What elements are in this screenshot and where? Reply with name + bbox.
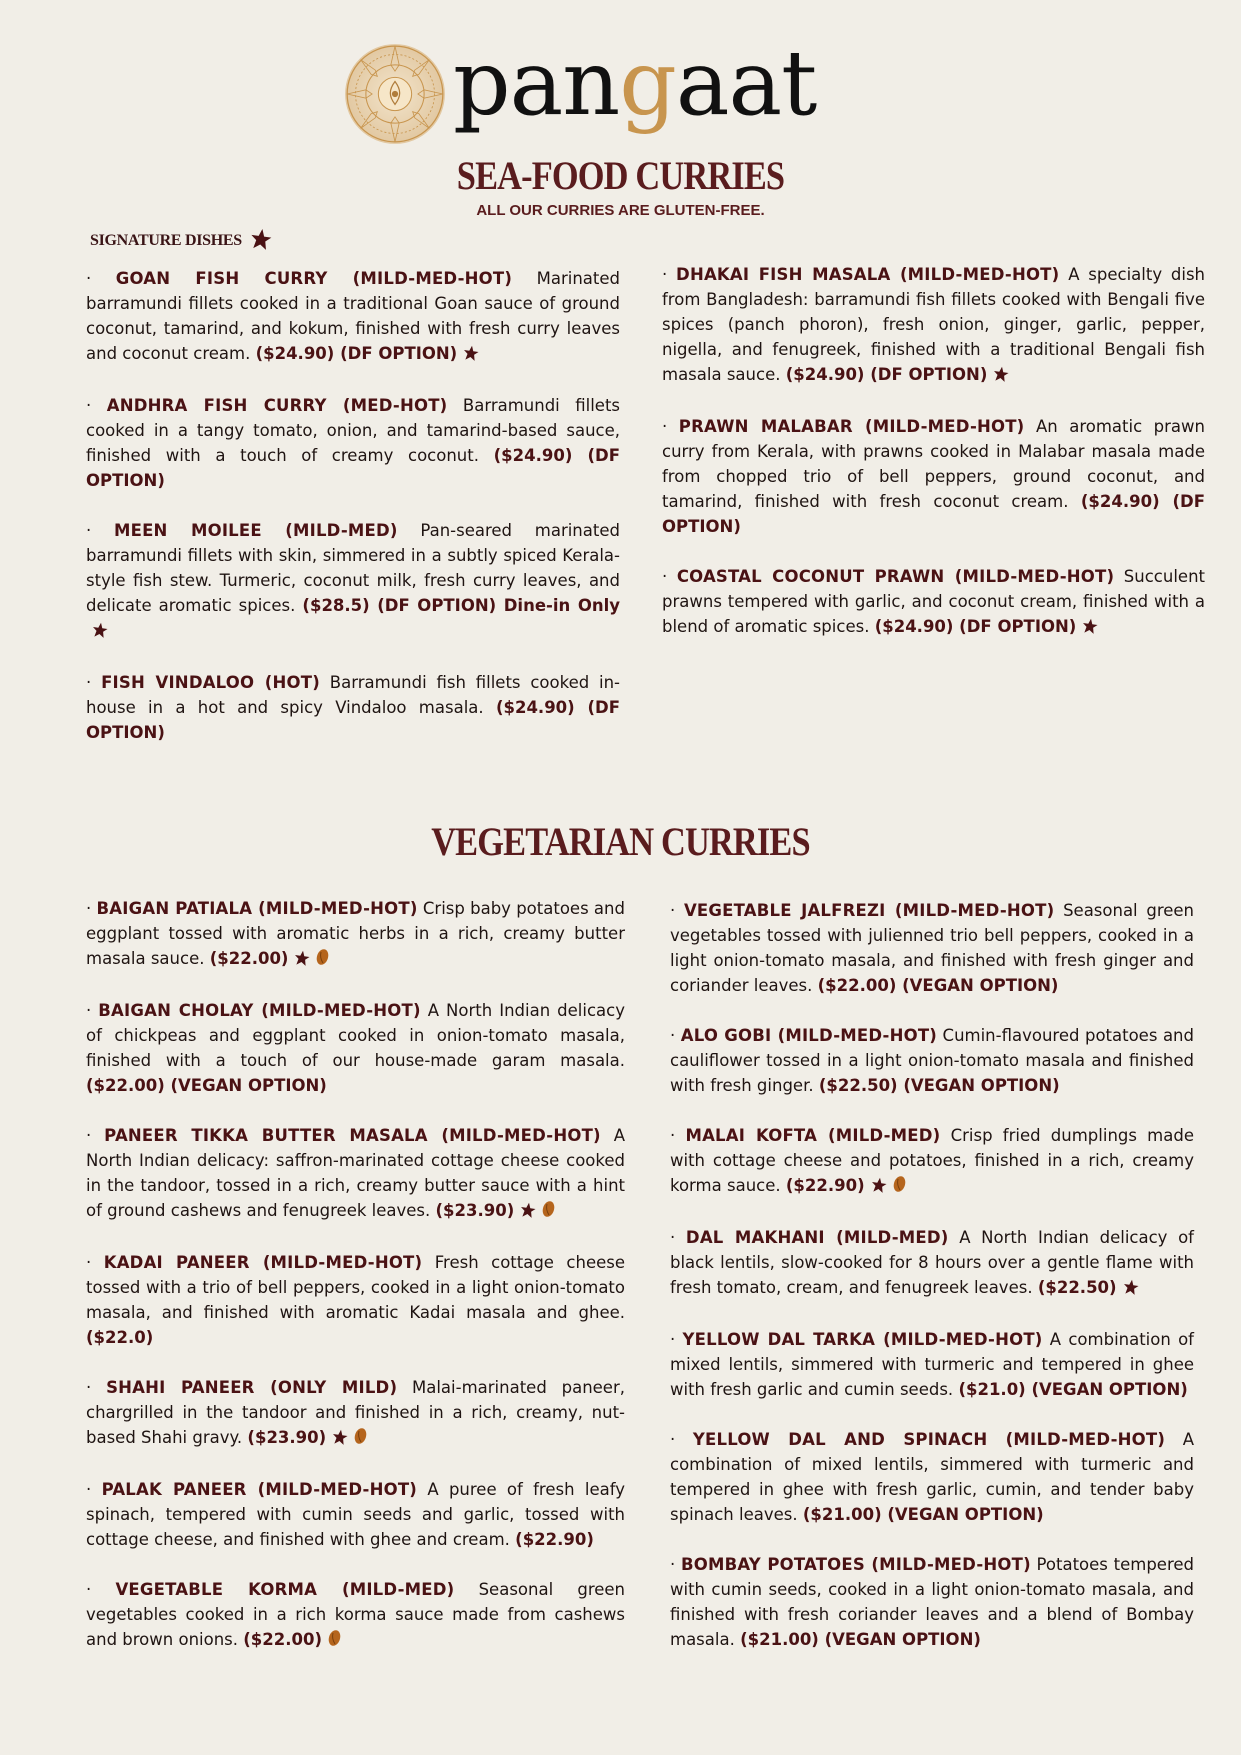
contains-nuts-icon <box>354 1427 367 1452</box>
dish-price: ($24.90) (DF OPTION) <box>86 698 621 742</box>
dish-name: COASTAL COCONUT PRAWN (MILD-MED-HOT) <box>676 567 1115 586</box>
dish-price: ($22.00) (VEGAN OPTION) <box>817 976 1059 995</box>
dish-name: MALAI KOFTA (MILD-MED) <box>685 1126 941 1145</box>
dish-name: DHAKAI FISH MASALA (MILD-MED-HOT) <box>676 265 1060 284</box>
menu-item: · BAIGAN CHOLAY (MILD-MED-HOT) A North Indian delicacy of chickpeas and eggplant cooked in onion-tomato masala, finished with a touch of our house-made garam masala. ($22.00) (VEGAN OPTION) <box>86 1001 625 1095</box>
dish-name: PRAWN MALABAR (MILD-MED-HOT) <box>678 417 1025 436</box>
signature-star-icon <box>871 1175 887 1200</box>
dish-name: MEEN MOILEE (MILD-MED) <box>113 521 398 540</box>
dish-description: A combination of mixed lentils, simmered with turmeric and tempered in ghee with fresh garlic and cumin seeds. <box>670 1330 1194 1399</box>
menu-item: · YELLOW DAL AND SPINACH (MILD-MED-HOT) A combination of mixed lentils, simmered with turmeric and tempered in ghee with fresh garlic, cumin, and tender baby spinach leaves. ($21.00) (VEGAN OPTION) <box>670 1430 1194 1524</box>
dish-description: Malai-marinated paneer, chargrilled in the tandoor and finished in a rich, creamy, nut-based Shahi gravy. <box>86 1378 625 1447</box>
signature-star-icon <box>92 620 108 645</box>
dish-price: ($22.90) <box>515 1530 594 1549</box>
menu-item: · MEEN MOILEE (MILD-MED) Pan-seared marinated barramundi fillets with skin, simmered in a subtly spiced Kerala-style fish stew. Turmeric, coconut milk, fresh curry leaves, and delicate aromatic spices. ($28.5) (DF OPTION) Dine-in Only <box>86 518 620 645</box>
dish-price: ($21.0) (VEGAN OPTION) <box>958 1380 1188 1399</box>
dish-price: ($24.90) (DF OPTION) <box>86 446 620 490</box>
seafood-section-title: SEA-FOOD CURRIES <box>456 153 785 198</box>
dish-description: Fresh cottage cheese tossed with a trio of bell peppers, cooked in a light onion-tomato masala, and finished with aromatic Kadai masala and ghee. <box>86 1253 626 1322</box>
dish-price: ($22.00) <box>243 1630 323 1649</box>
dish-name: PALAK PANEER (MILD-MED-HOT) <box>101 1480 418 1499</box>
dish-description: A puree of fresh leafy spinach, tempered with cumin seeds and garlic, tossed with cottage cheese, and finished with ghee and cream. <box>86 1480 625 1549</box>
menu-item: · COASTAL COCONUT PRAWN (MILD-MED-HOT) Succulent prawns tempered with garlic, and coconut cream, finished with a blend of aromatic spices. ($24.90) (DF OPTION) <box>662 564 1205 641</box>
contains-nuts-icon <box>328 1629 341 1654</box>
dish-name: BOMBAY POTATOES (MILD-MED-HOT) <box>680 1555 1031 1574</box>
dish-description: Pan-seared marinated barramundi fillets with skin, simmered in a subtly spiced Kerala-style fish stew. Turmeric, coconut milk, fresh curry leaves, and delicate aromatic spices. <box>86 521 620 615</box>
dish-description: Seasonal green vegetables cooked in a rich korma sauce made from cashews and brown onions. <box>86 1580 626 1649</box>
dish-price: ($28.5) (DF OPTION) Dine-in Only <box>302 596 621 615</box>
seafood-right-column <box>662 262 1205 666</box>
menu-item: · KADAI PANEER (MILD-MED-HOT) Fresh cottage cheese tossed with a trio of bell peppers, cooked in a light onion-tomato masala, and finished with aromatic Kadai masala and ghee. ($22.0) <box>86 1253 626 1347</box>
dish-description: A North Indian delicacy of chickpeas and eggplant cooked in onion-tomato masala, finished with a touch of our house-made garam masala. <box>86 1001 625 1070</box>
dish-description: Barramundi fillets cooked in a tangy tomato, onion, and tamarind-based sauce, finished with a touch of creamy coconut. <box>86 396 621 465</box>
menu-item: · YELLOW DAL TARKA (MILD-MED-HOT) A combination of mixed lentils, simmered with turmeric and tempered in ghee with fresh garlic and cumin seeds. ($21.0) (VEGAN OPTION) <box>670 1330 1194 1399</box>
dish-description: Barramundi fish fillets cooked in-house in a hot and spicy Vindaloo masala. <box>86 673 621 717</box>
signature-star-icon <box>294 948 310 973</box>
menu-item: · FISH VINDALOO (HOT) Barramundi fish fillets cooked in-house in a hot and spicy Vindaloo masala. ($24.90) (DF OPTION) <box>86 673 621 742</box>
dish-name: BAIGAN PATIALA (MILD-MED-HOT) <box>96 899 418 918</box>
dish-description: Potatoes tempered with cumin seeds, cooked in a light onion-tomato masala, and finished with fresh coriander leaves and a blend of Bombay masala. <box>670 1555 1194 1649</box>
mandala-emblem-icon <box>343 42 447 146</box>
brand-logo <box>343 31 817 142</box>
gluten-free-note: ALL OUR CURRIES ARE GLUTEN-FREE. <box>476 202 765 219</box>
dish-name: YELLOW DAL AND SPINACH (MILD-MED-HOT) <box>692 1430 1166 1449</box>
signature-dishes-legend: SIGNATURE DISHES <box>90 228 272 250</box>
dish-description: Marinated barramundi fillets cooked in a traditional Goan sauce of ground coconut, tamarind, and kokum, finished with fresh curry leaves and coconut cream. <box>86 269 620 363</box>
dish-name: GOAN FISH CURRY (MILD-MED-HOT) <box>115 269 513 288</box>
dish-description: Crisp fried dumplings made with cottage cheese and potatoes, finished in a rich, creamy korma sauce. <box>670 1126 1194 1195</box>
dish-name: DAL MAKHANI (MILD-MED) <box>685 1228 949 1247</box>
dish-name: ALO GOBI (MILD-MED-HOT) <box>680 1026 938 1045</box>
vegetarian-right-column <box>670 898 1194 1677</box>
menu-item: · SHAHI PANEER (ONLY MILD) Malai-marinated paneer, chargrilled in the tandoor and finished in a rich, creamy, nut-based Shahi gravy. ($23.90) <box>86 1375 625 1452</box>
dish-price: ($21.00) (VEGAN OPTION) <box>802 1505 1044 1524</box>
dish-description: A North Indian delicacy of black lentils, slow-cooked for 8 hours over a gentle flame with fresh tomato, cream, and fenugreek leaves. <box>670 1228 1194 1297</box>
dish-description: Succulent prawns tempered with garlic, and coconut cream, finished with a blend of aromatic spices. <box>662 567 1205 636</box>
vegetarian-left-column <box>86 896 625 1679</box>
signature-star-icon <box>332 1427 348 1452</box>
vegetarian-section-title: VEGETARIAN CURRIES <box>431 819 810 864</box>
dish-price: ($23.90) <box>435 1201 515 1220</box>
contains-nuts-icon <box>893 1175 906 1200</box>
dish-price: ($21.00) (VEGAN OPTION) <box>740 1630 981 1649</box>
dish-price: ($24.90) (DF OPTION) <box>662 492 1205 536</box>
dish-description: Crisp baby potatoes and eggplant tossed with aromatic herbs in a rich, creamy butter masala sauce. <box>86 899 625 968</box>
dish-name: VEGETABLE JALFREZI (MILD-MED-HOT) <box>683 901 1055 920</box>
dish-price: ($24.90) (DF OPTION) <box>874 617 1077 636</box>
signature-star-icon <box>1123 1277 1139 1302</box>
dish-name: PANEER TIKKA BUTTER MASALA (MILD-MED-HOT) <box>104 1126 601 1145</box>
dish-description: An aromatic prawn curry from Kerala, with prawns cooked in Malabar masala made from chopped trio of bell peppers, ground coconut, and tamarind, finished with fresh coconut cream. <box>662 417 1205 511</box>
menu-item: · ANDHRA FISH CURRY (MED-HOT) Barramundi fillets cooked in a tangy tomato, onion, and tamarind-based sauce, finished with a touch of creamy coconut. ($24.90) (DF OPTION) <box>86 396 621 490</box>
dish-price: ($22.00) <box>209 949 289 968</box>
dish-price: ($24.90) (DF OPTION) <box>255 344 458 363</box>
dish-description: A specialty dish from Bangladesh: barramundi fish fillets cooked with Bengali five spices (panch phoron), fresh onion, ginger, garlic, pepper, nigella, and fenugreek, finished with a traditional Bengali fish masala sauce. <box>662 265 1206 384</box>
dish-name: VEGETABLE KORMA (MILD-MED) <box>115 1580 455 1599</box>
dish-price: ($23.90) <box>247 1428 327 1447</box>
signature-star-icon <box>1082 616 1098 641</box>
dish-price: ($22.0) <box>86 1328 154 1347</box>
dish-price: ($22.00) (VEGAN OPTION) <box>86 1076 327 1095</box>
menu-item: · GOAN FISH CURRY (MILD-MED-HOT) Marinated barramundi fillets cooked in a traditional Goan sauce of ground coconut, tamarind, and kokum, finished with fresh curry leaves and coconut cream. ($24.90) (DF OPTION) <box>86 266 620 368</box>
dish-price: ($22.50) <box>1037 1278 1117 1297</box>
menu-item: · BOMBAY POTATOES (MILD-MED-HOT) Potatoes tempered with cumin seeds, cooked in a light onion-tomato masala, and finished with fresh coriander leaves and a blend of Bombay masala. ($21.00) (VEGAN OPTION) <box>670 1555 1194 1649</box>
menu-item: · DAL MAKHANI (MILD-MED) A North Indian delicacy of black lentils, slow-cooked for 8 hours over a gentle flame with fresh tomato, cream, and fenugreek leaves. ($22.50) <box>670 1225 1194 1302</box>
signature-star-icon <box>463 343 479 368</box>
menu-item: · BAIGAN PATIALA (MILD-MED-HOT) Crisp baby potatoes and eggplant tossed with aromatic herbs in a rich, creamy butter masala sauce. ($22.00) <box>86 896 625 973</box>
menu-item: · VEGETABLE JALFREZI (MILD-MED-HOT) Seasonal green vegetables tossed with julienned trio bell peppers, cooked in a light onion-tomato masala, and finished with fresh ginger and coriander leaves. ($22.00) (VEGAN OPTION) <box>670 901 1195 995</box>
signature-star-icon <box>250 228 272 250</box>
dish-price: ($24.90) (DF OPTION) <box>785 365 988 384</box>
menu-item: · ALO GOBI (MILD-MED-HOT) Cumin-flavoured potatoes and cauliflower tossed in a light onion-tomato masala and finished with fresh ginger. ($22.50) (VEGAN OPTION) <box>670 1026 1194 1095</box>
dish-price: ($22.50) (VEGAN OPTION) <box>818 1076 1060 1095</box>
contains-nuts-icon <box>542 1200 555 1225</box>
dish-name: YELLOW DAL TARKA (MILD-MED-HOT) <box>682 1330 1043 1349</box>
dish-name: FISH VINDALOO (HOT) <box>101 673 320 692</box>
dish-name: BAIGAN CHOLAY (MILD-MED-HOT) <box>98 1001 421 1020</box>
contains-nuts-icon <box>316 948 329 973</box>
signature-star-icon <box>520 1200 536 1225</box>
dish-description: A North Indian delicacy: saffron-marinated cottage cheese cooked in the tandoor, tossed in a rich, creamy butter sauce with a hint of ground cashews and fenugreek leaves. <box>86 1126 625 1220</box>
dish-description: Cumin-flavoured potatoes and cauliflower tossed in a light onion-tomato masala and finished with fresh ginger. <box>670 1026 1194 1095</box>
menu-item: · PRAWN MALABAR (MILD-MED-HOT) An aromatic prawn curry from Kerala, with prawns cooked in Malabar masala made from chopped trio of bell peppers, ground coconut, and tamarind, finished with fresh coconut cream. ($24.90) (DF OPTION) <box>662 417 1205 536</box>
dish-price: ($22.90) <box>785 1176 865 1195</box>
signature-star-icon <box>993 364 1009 389</box>
brand-wordmark: pangaat <box>453 31 817 136</box>
dish-name: KADAI PANEER (MILD-MED-HOT) <box>103 1253 423 1272</box>
menu-item: · DHAKAI FISH MASALA (MILD-MED-HOT) A specialty dish from Bangladesh: barramundi fish fillets cooked with Bengali five spices (panch phoron), fresh onion, ginger, garlic, pepper, nigella, and fenugreek, finished with a traditional Bengali fish masala sauce. ($24.90) (DF OPTION) <box>662 262 1205 389</box>
dish-name: SHAHI PANEER (ONLY MILD) <box>106 1378 398 1397</box>
menu-item: · MALAI KOFTA (MILD-MED) Crisp fried dumplings made with cottage cheese and potatoes, finished in a rich, creamy korma sauce. ($22.90) <box>670 1123 1194 1200</box>
menu-item: · PANEER TIKKA BUTTER MASALA (MILD-MED-HOT) A North Indian delicacy: saffron-marinated cottage cheese cooked in the tandoor, tossed in a rich, creamy butter sauce with a hint of ground cashews and fenugreek leaves. ($23.90) <box>86 1123 625 1225</box>
seafood-left-column <box>86 266 620 770</box>
menu-item: · VEGETABLE KORMA (MILD-MED) Seasonal green vegetables cooked in a rich korma sauce made from cashews and brown onions. ($22.00) <box>86 1577 625 1654</box>
dish-description: Seasonal green vegetables tossed with julienned trio bell peppers, cooked in a light onion-tomato masala, and finished with fresh ginger and coriander leaves. <box>670 901 1195 995</box>
dish-description: A combination of mixed lentils, simmered with turmeric and tempered in ghee with fresh garlic, cumin, and tender baby spinach leaves. <box>670 1430 1194 1524</box>
dish-name: ANDHRA FISH CURRY (MED-HOT) <box>106 396 448 415</box>
menu-item: · PALAK PANEER (MILD-MED-HOT) A puree of fresh leafy spinach, tempered with cumin seeds and garlic, tossed with cottage cheese, and finished with ghee and cream. ($22.90) <box>86 1480 625 1549</box>
